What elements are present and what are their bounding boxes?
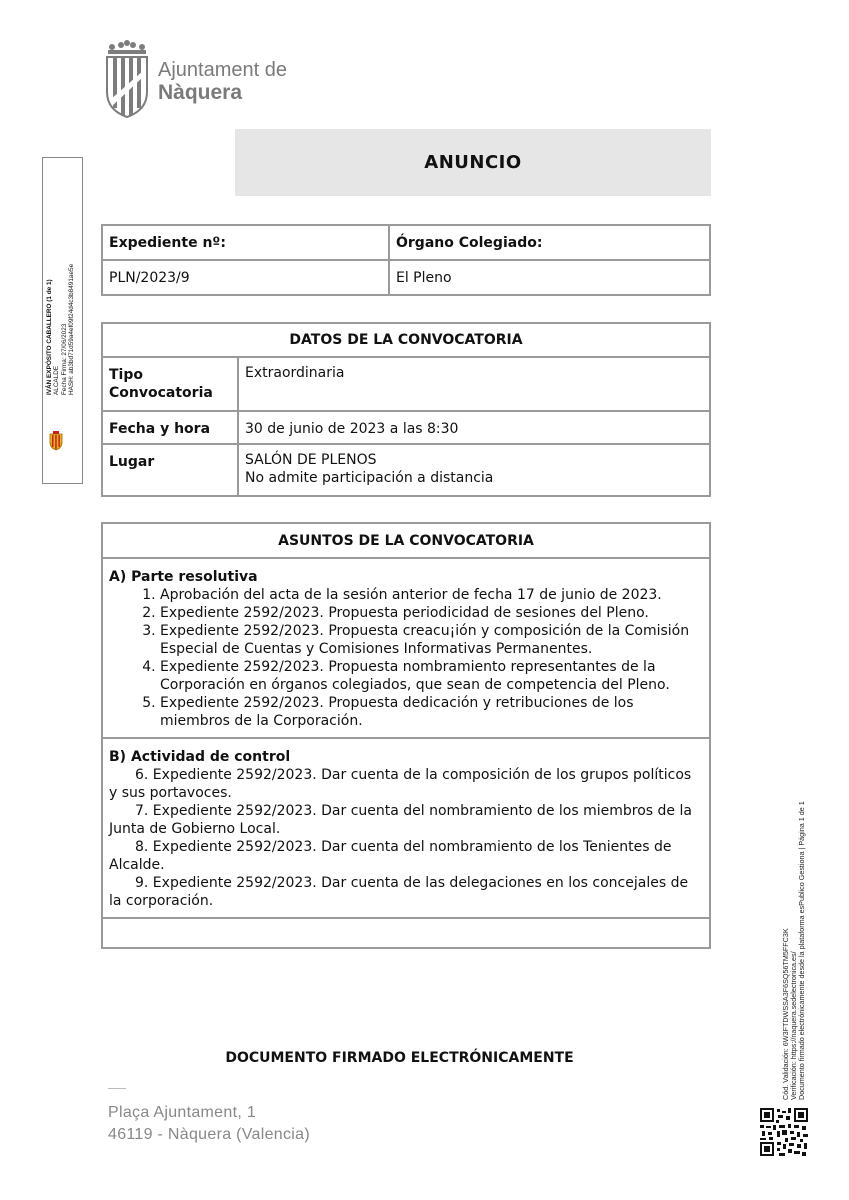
lugar-value (238, 444, 710, 496)
datos-header: DATOS DE LA CONVOCATORIA (102, 323, 710, 357)
actividad-control-title: B) Actividad de control (109, 749, 291, 765)
logo-wordmark (158, 60, 287, 104)
actividad-control-list (109, 766, 703, 910)
parte-resolutiva-title: A) Parte resolutiva (109, 569, 258, 585)
validation-code: Cód. Validación: 6W3FTDWSSA3F6SQ56TM5FFC3K (781, 928, 790, 1100)
expediente-table (101, 224, 711, 296)
expediente-label: Expediente nº: (102, 225, 389, 260)
list-item: 4. Expediente 2592/2023. Propuesta nombramiento representantes de la Corporación en órganos colegiados, que sean de competencia del Pleno. (160, 658, 703, 694)
firmado-text: DOCUMENTO FIRMADO ELECTRÓNICAMENTE (225, 1050, 574, 1066)
list-item: 7. Expediente 2592/2023. Dar cuenta del nombramiento de los miembros de la Junta de Gobierno Local. (109, 803, 692, 837)
signature-date: Fecha Firma: 27/06/2023 (60, 323, 68, 395)
address-block (108, 1102, 310, 1146)
signature-shield-icon (49, 431, 63, 451)
parte-resolutiva-list (109, 586, 703, 730)
list-item: 1. Aprobación del acta de la sesión anterior de fecha 17 de junio de 2023. (160, 586, 703, 604)
signature-hash: HASH: ab3bd71d59a4ef09f24d4c3b8491ae5e (68, 263, 76, 395)
signer-role: ALCALDE (53, 365, 61, 395)
list-item: 6. Expediente 2592/2023. Dar cuenta de la composición de los grupos políticos y sus portavoces. (109, 767, 692, 801)
tipo-value: Extraordinaria (238, 357, 710, 411)
tipo-label (102, 357, 238, 411)
list-item: 9. Expediente 2592/2023. Dar cuenta de las delegaciones en los concejales de la corporación. (109, 875, 689, 909)
list-item: 2. Expediente 2592/2023. Propuesta periodicidad de sesiones del Pleno. (160, 604, 703, 622)
address-line-1: Plaça Ajuntament, 1 (108, 1104, 257, 1121)
tipo-label-line-1: Tipo (109, 367, 143, 383)
fecha-label: Fecha y hora (102, 411, 238, 444)
organo-value: El Pleno (389, 260, 710, 295)
empty-row (102, 918, 710, 948)
signer-name: IVÁN EXPÓSITO CABALLERO (1 de 1) (46, 279, 53, 395)
expediente-value: PLN/2023/9 (102, 260, 389, 295)
coat-of-arms-logo (104, 40, 150, 118)
tipo-label-line-2: Convocatoria (109, 385, 213, 401)
datos-table (101, 322, 711, 497)
lugar-value-line-2: No admite participación a distancia (245, 470, 494, 486)
qr-code-icon[interactable] (760, 1108, 808, 1156)
asuntos-table (101, 522, 711, 949)
asuntos-header: ASUNTOS DE LA CONVOCATORIA (102, 523, 710, 558)
address-line-2: 46119 - Nàquera (Valencia) (108, 1126, 310, 1143)
list-item: 8. Expediente 2592/2023. Dar cuenta del nombramiento de los Tenientes de Alcalde. (109, 839, 672, 873)
list-item: 3. Expediente 2592/2023. Propuesta creacu¡ión y composición de la Comisión Especial de Cuentas y Comisiones Informativas Permanentes. (160, 622, 703, 658)
document-title: ANUNCIO (235, 129, 711, 196)
fecha-value: 30 de junio de 2023 a las 8:30 (238, 411, 710, 444)
validation-text (782, 740, 806, 1100)
firmado-notice (0, 1050, 849, 1066)
actividad-control-section (102, 738, 710, 918)
validation-platform: Documento firmado electrónicamente desde la plataforma esPublico Gestiona | Página 1 de 1 (797, 801, 806, 1100)
list-item: 5. Expediente 2592/2023. Propuesta dedicación y retribuciones de los miembros de la Corporación. (160, 694, 703, 730)
organo-label: Órgano Colegiado: (389, 225, 710, 260)
parte-resolutiva-section (102, 558, 710, 738)
logo-line-2: Nàquera (158, 81, 243, 104)
lugar-value-line-1: SALÓN DE PLENOS (245, 452, 377, 468)
address-divider (108, 1088, 126, 1089)
lugar-label: Lugar (102, 444, 238, 496)
validation-url: Verificación: https://naquera.sedelectronica.es/ (789, 951, 798, 1100)
logo-line-1: Ajuntament de (158, 59, 287, 81)
signature-text (46, 95, 76, 395)
